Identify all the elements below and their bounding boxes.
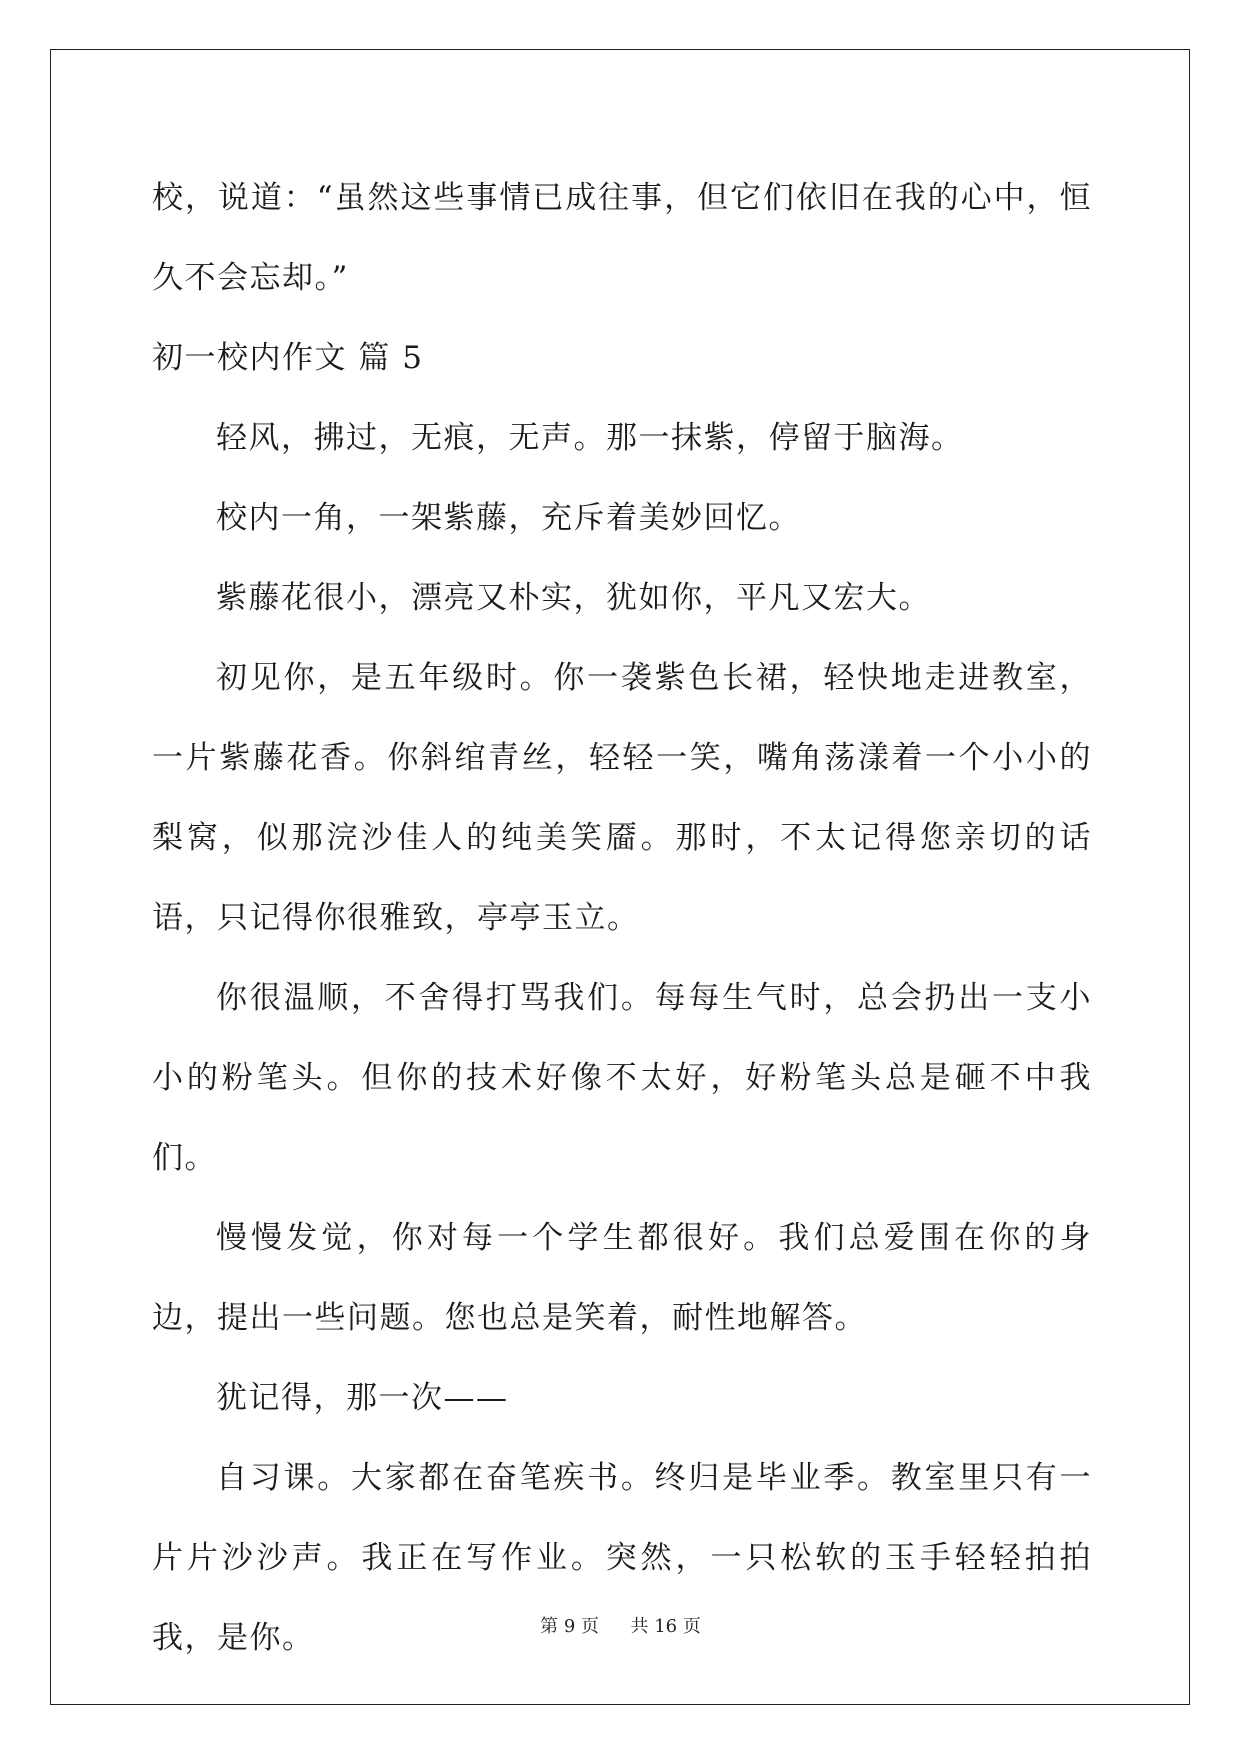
paragraph: 慢慢发觉，你对每一个学生都很好。我们总爱围在你的身边，提出一些问题。您也总是笑着，耐性地解答。 bbox=[152, 1220, 1092, 1336]
page-footer bbox=[0, 1612, 1241, 1638]
paragraph: 紫藤花很小，漂亮又朴实，犹如你，平凡又宏大。 bbox=[216, 580, 931, 616]
paragraph: 自习课。大家都在奋笔疾书。终归是毕业季。教室里只有一片片沙沙声。我正在写作业。突然，一只松软的玉手轻轻拍拍我，是你。 bbox=[152, 1460, 1092, 1656]
section-heading: 初一校内作文 篇 5 bbox=[152, 340, 424, 376]
paragraph: 校内一角，一架紫藤，充斥着美妙回忆。 bbox=[216, 500, 801, 536]
paragraph: 初见你，是五年级时。你一袭紫色长裙，轻快地走进教室，一片紫藤花香。你斜绾青丝，轻轻一笑，嘴角荡漾着一个小小的梨窝，似那浣沙佳人的纯美笑靥。那时，不太记得您亲切的话语，只记得你很雅致，亭亭玉立。 bbox=[152, 660, 1092, 936]
paragraph: 你很温顺，不舍得打骂我们。每每生气时，总会扔出一支小小的粉笔头。但你的技术好像不太好，好粉笔头总是砸不中我们。 bbox=[152, 980, 1092, 1176]
page-number: 第 9 页 bbox=[540, 1616, 600, 1637]
document-body bbox=[152, 158, 1092, 1678]
paragraph-continuation: 校，说道：“虽然这些事情已成往事，但它们依旧在我的心中，恒久不会忘却。” bbox=[152, 180, 1092, 296]
paragraph: 轻风，拂过，无痕，无声。那一抹紫，停留于脑海。 bbox=[216, 420, 964, 456]
page-total: 共 16 页 bbox=[630, 1616, 701, 1637]
paragraph: 犹记得，那一次—— bbox=[216, 1380, 509, 1416]
